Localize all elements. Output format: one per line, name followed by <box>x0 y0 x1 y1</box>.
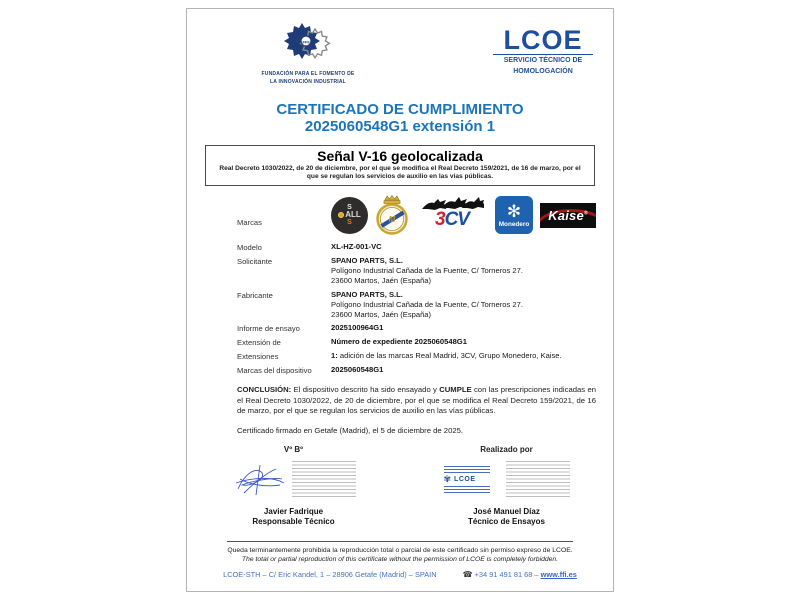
svg-text:M: M <box>388 215 396 225</box>
solicitante-address1: Polígono Industrial Cañada de la Fuente, C/ Torneros 27. <box>331 266 523 276</box>
extension-de-value: Número de expediente 2025060548G1 <box>331 337 467 347</box>
realizado-por-header: Realizado por <box>480 444 533 454</box>
extensiones-text: adición de las marcas Real Madrid, 3CV, Grupo Monedero, Kaise. <box>337 351 562 361</box>
modelo-label: Modelo <box>237 243 262 253</box>
ffii-gears-icon <box>282 21 334 65</box>
signatures-section <box>187 445 613 528</box>
product-name: Señal V-16 geolocalizada <box>317 147 483 164</box>
certificate-title-line1: CERTIFICADO DE CUMPLIMIENTO <box>276 101 524 118</box>
footer-address: LCOE-STH – C/ Eric Kandel, 1 – 28906 Getafe (Madrid) – SPAIN <box>223 570 437 579</box>
certificate-footer <box>187 541 613 579</box>
modelo-value: XL-HZ-001-VC <box>331 242 382 252</box>
lcoe-logo-text: LCOE <box>493 29 593 55</box>
phone-icon: ☎ <box>462 570 473 579</box>
conclusion-keyword: CONCLUSIÓN: <box>237 385 292 395</box>
informe-label: Informe de ensayo <box>237 324 300 334</box>
lcoe-subtitle-line1: SERVICIO TÉCNICO DE <box>503 56 583 64</box>
solicitante-name: SPANO PARTS, S.L. <box>331 256 403 266</box>
kaise-label-text: Kaise <box>548 207 584 223</box>
sos-top-letter: S <box>347 204 352 212</box>
brand-logo-kaise <box>540 203 596 228</box>
signer-right-role: Técnico de Ensayos <box>468 517 545 526</box>
conclusion-cumple: CUMPLE <box>439 385 472 395</box>
conclusion-text-2: con las prescripciones indicadas en el Real Decreto 1030/2022, de 20 de diciembre, por el que se modifica el Real Decreto 159/2021, de 16 de marzo, por el que se regulan los servicios de auxilio en las vías públicas. <box>237 385 596 416</box>
monedero-label: Monedero <box>498 220 530 228</box>
brand-logos <box>331 195 596 235</box>
brand-logo-sos-all <box>331 197 368 234</box>
svg-text:FFII: FFII <box>302 39 310 45</box>
brand-logo-real-madrid <box>375 195 409 235</box>
signer-left-role: Responsable Técnico <box>252 517 335 526</box>
marcas-dispositivo-label: Marcas del dispositivo <box>237 366 312 376</box>
informe-value: 2025100964G1 <box>331 323 384 333</box>
stamp-gear-icon: ✾ <box>443 474 452 485</box>
fabricante-label: Fabricante <box>237 290 273 300</box>
vobo-header: Vº Bº <box>283 444 304 454</box>
signature-left <box>187 445 400 528</box>
signed-line: Certificado firmado en Getafe (Madrid), el 5 de diciembre de 2025. <box>237 425 464 435</box>
brand-logo-monedero <box>495 196 533 234</box>
lcoe-subtitle-line2: HOMOLOGACIÓN <box>513 67 573 75</box>
sos-bottom-letter: S <box>347 219 352 227</box>
marcas-dispositivo-value: 2025060548G1 <box>331 365 384 375</box>
kaise-trademark: ® <box>583 210 588 217</box>
fabricante-name: SPANO PARTS, S.L. <box>331 289 403 299</box>
certificate-number-line: 2025060548G1 extensión 1 <box>304 118 496 136</box>
signer-left-name: Javier Fadrique <box>263 506 324 516</box>
certificate-header <box>187 9 613 99</box>
footer-divider <box>227 541 573 542</box>
field-row-fabricante <box>237 290 596 320</box>
digital-signature-details <box>506 461 570 499</box>
field-row-informe <box>237 323 596 333</box>
signer-right-name: José Manuel Díaz <box>473 506 540 516</box>
field-row-solicitante <box>237 256 596 286</box>
monedero-snowflake-icon: ✻ <box>506 201 522 221</box>
footer-prohibition-en: The total or partial reproduction of this certificate without the permission of LCOE is completely forbidden. <box>241 555 559 563</box>
field-row-extension-de <box>237 337 596 347</box>
sos-mid-text: ALL <box>345 210 361 220</box>
product-regulation: Real Decreto 1030/2022, de 20 de diciembre, por el que se modifica el Real Decreto 159/2021, de 16 de marzo, por el que se regulan los servicios de auxilio en las vías públicas. <box>219 164 581 181</box>
signature-right <box>400 445 613 528</box>
extensiones-number: 1: <box>331 351 338 361</box>
fabricante-address1: Polígono Industrial Cañada de la Fuente, C/ Torneros 27. <box>331 299 523 309</box>
ffii-caption-line2: LA INNOVACIÓN INDUSTRIAL <box>270 78 346 85</box>
ffii-caption-line1: FUNDACIÓN PARA EL FOMENTO DE <box>261 71 355 77</box>
extension-de-label: Extensión de <box>237 338 281 348</box>
footer-prohibition-es: Queda terminantemente prohibida la reproducción total o parcial de este certificado sin permiso expreso de LCOE. <box>227 546 573 554</box>
sos-dot-icon <box>338 212 344 218</box>
fabricante-address2: 23600 Martos, Jaén (España) <box>331 309 432 319</box>
field-row-marcas-dispositivo <box>237 365 596 375</box>
lcoe-logo <box>493 25 593 76</box>
certificate-title <box>187 101 613 136</box>
handwritten-signature-icon <box>232 461 288 499</box>
footer-phone: +34 91 491 81 68 <box>474 570 533 579</box>
certificate-page <box>186 8 614 592</box>
extensiones-label: Extensiones <box>237 352 279 362</box>
brand-logo-3cv <box>416 196 488 234</box>
conclusion-text-1: El dispositivo descrito ha sido ensayado y <box>291 385 440 395</box>
conclusion-paragraph <box>237 385 596 416</box>
brands-row <box>237 195 596 235</box>
product-box <box>205 145 595 187</box>
field-row-extensiones <box>237 351 596 361</box>
solicitante-address2: 23600 Martos, Jaén (España) <box>331 276 432 285</box>
3cv-digit: 3 <box>435 209 445 231</box>
stamp-lcoe-text: LCOE <box>454 476 476 484</box>
brands-label: Marcas <box>237 217 262 227</box>
ffii-logo <box>223 21 393 85</box>
lcoe-stamp <box>444 461 502 499</box>
footer-contact-line: LCOE-STH – C/ Eric Kandel, 1 – 28906 Getafe (Madrid) – SPAIN ☎ +34 91 491 81 68 – www.ffi.es <box>223 570 577 579</box>
3cv-letters: CV <box>444 209 469 231</box>
footer-website-link[interactable]: www.ffi.es <box>540 570 577 579</box>
digital-signature-details <box>292 461 356 499</box>
field-row-modelo <box>237 242 596 252</box>
solicitante-label: Solicitante <box>237 257 273 267</box>
